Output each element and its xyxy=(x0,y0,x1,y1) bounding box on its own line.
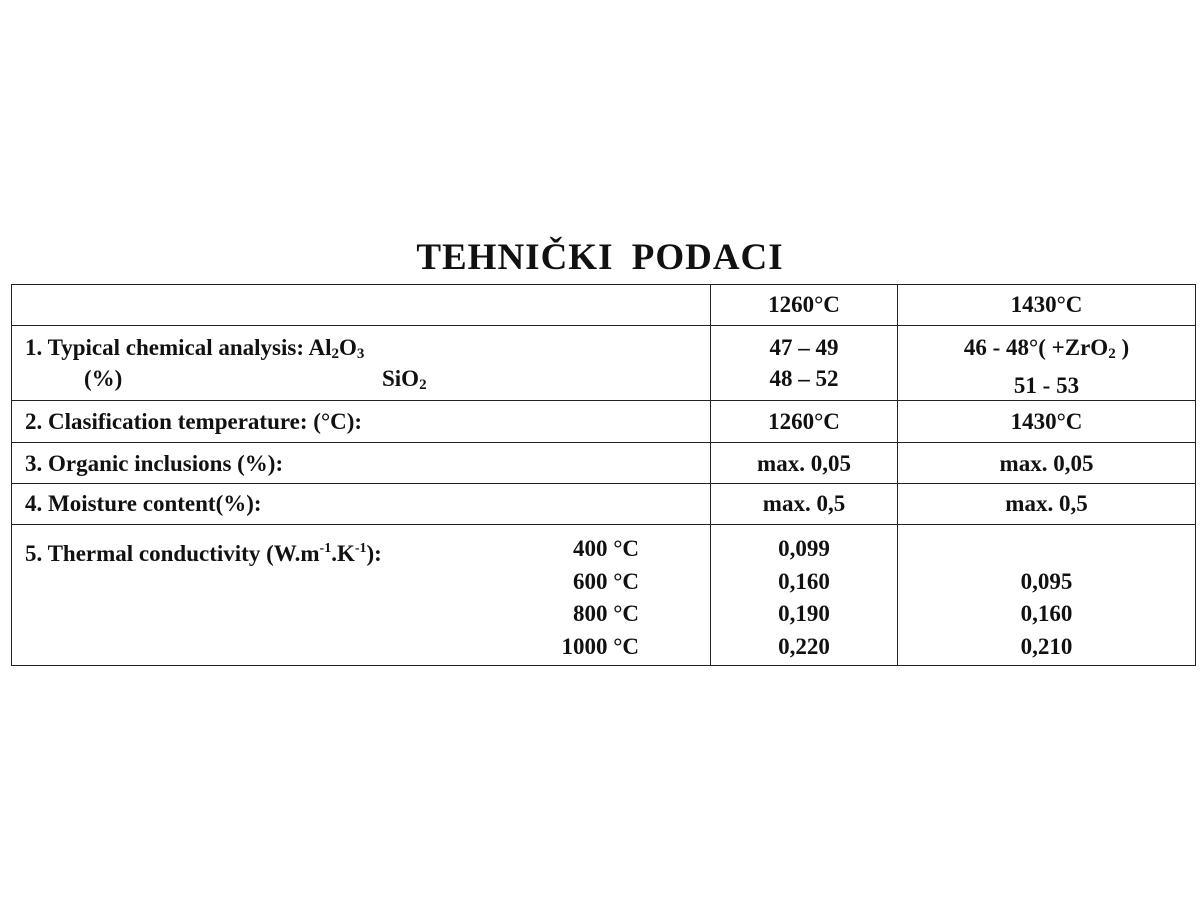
thermal-temp-400: 400 °C xyxy=(572,536,639,561)
header-empty-cell xyxy=(12,285,710,325)
thermal-1430-400 xyxy=(898,533,1195,566)
sio2-label: SiO$_2$ xyxy=(382,366,427,393)
chemical-analysis-unit: (%) xyxy=(84,366,123,391)
table-row-organic-inclusions xyxy=(12,443,1195,484)
table-row-chemical-analysis xyxy=(12,326,1195,401)
thermal-temp-600: 600 °C xyxy=(572,568,639,594)
al2o3-1260-value: 47 – 49 xyxy=(769,335,839,360)
thermal-1430-600: 0,095 xyxy=(1020,568,1073,594)
organic-1260-cell xyxy=(711,443,897,483)
table-row-thermal-conductivity xyxy=(12,525,1195,665)
classification-1430-value: 1430°C xyxy=(1010,409,1083,434)
moisture-1430-cell xyxy=(898,484,1195,524)
organic-label-cell xyxy=(12,443,710,483)
organic-1430-cell xyxy=(898,443,1195,483)
classification-1260-cell xyxy=(711,401,897,442)
chemical-analysis-1430 xyxy=(898,326,1195,400)
chemical-analysis-line1: 1. Typical chemical analysis: $Al_2O_3$ xyxy=(25,335,365,362)
thermal-1430-cell xyxy=(898,525,1195,665)
thermal-temperature-list xyxy=(561,533,639,663)
thermal-temp-1000: 1000 °C xyxy=(561,633,639,659)
thermal-label-cell xyxy=(12,525,710,665)
classification-label-cell xyxy=(12,401,710,442)
thermal-1260-cell xyxy=(711,525,897,665)
page-title: TEHNIČKI PODACI xyxy=(416,237,784,278)
organic-1430-value: max. 0,05 xyxy=(999,451,1094,476)
al2o3-1430-value: 46 - 48°( +ZrO$_2$ ) xyxy=(963,335,1130,362)
thermal-temp-800: 800 °C xyxy=(572,601,639,626)
moisture-1260-cell xyxy=(711,484,897,524)
classification-1260-value: 1260°C xyxy=(768,409,840,434)
moisture-1260-value: max. 0,5 xyxy=(762,491,846,516)
thermal-1260-600: 0,160 xyxy=(778,568,830,594)
moisture-label: 4. Moisture content(%): xyxy=(25,491,262,516)
chemical-analysis-1260 xyxy=(711,326,897,400)
moisture-label-cell xyxy=(12,484,710,524)
header-1430-label: 1430°C xyxy=(1010,292,1083,317)
moisture-1430-value: max. 0,5 xyxy=(1005,491,1088,516)
thermal-1430-800: 0,160 xyxy=(1020,601,1073,626)
header-1260-label: 1260°C xyxy=(768,292,840,317)
thermal-1260-1000: 0,220 xyxy=(778,633,830,659)
table-header-row xyxy=(12,285,1195,326)
thermal-1260-400: 0,099 xyxy=(778,536,830,561)
thermal-label: 5. Thermal conductivity $(W.m^{-1}.K^{-1})$: xyxy=(25,541,382,566)
classification-label: 2. Clasification temperature: (°C): xyxy=(25,409,363,434)
organic-1260-value: max. 0,05 xyxy=(757,451,851,476)
header-1260 xyxy=(711,285,897,325)
organic-label: 3. Organic inclusions (%): xyxy=(25,451,284,476)
sio2-1260-value: 48 – 52 xyxy=(769,366,839,391)
technical-data-table xyxy=(11,284,1196,666)
chemical-analysis-label xyxy=(12,326,710,400)
header-1430 xyxy=(898,285,1195,325)
sio2-1430-value: 51 - 53 xyxy=(1013,373,1080,398)
table-row-classification xyxy=(12,401,1195,443)
table-row-moisture xyxy=(12,484,1195,525)
thermal-1430-1000: 0,210 xyxy=(1020,633,1073,659)
thermal-1260-800: 0,190 xyxy=(778,601,830,626)
classification-1430-cell xyxy=(898,401,1195,442)
